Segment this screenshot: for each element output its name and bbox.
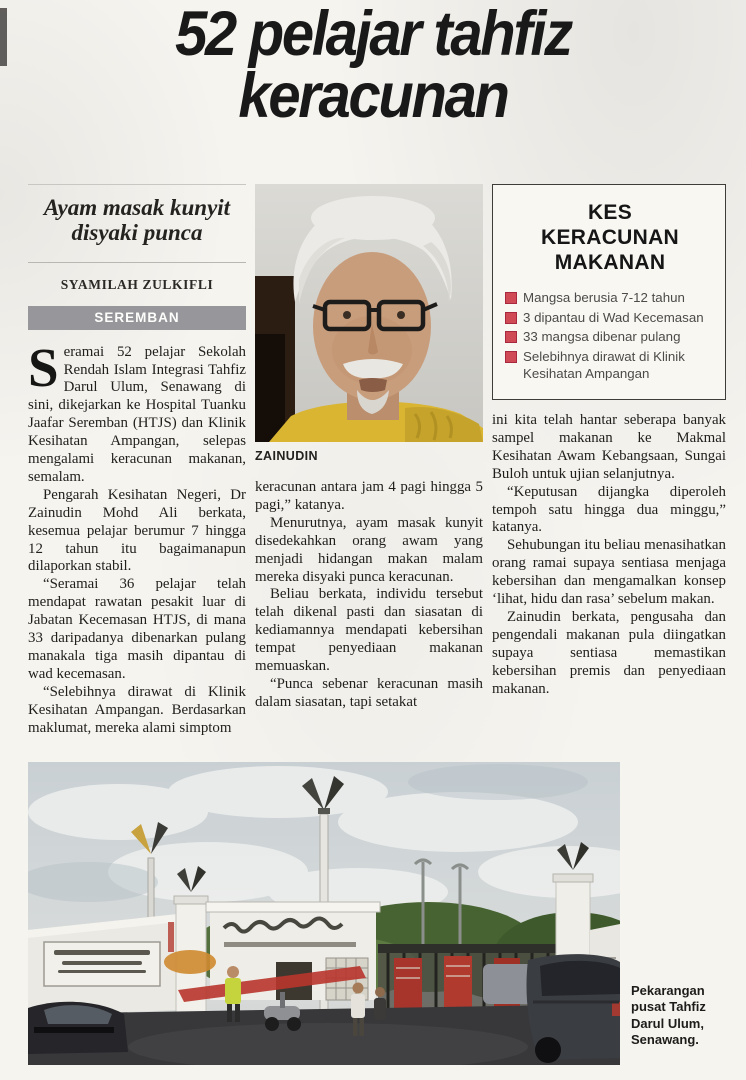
bullet-square-icon	[505, 351, 517, 363]
paragraph: “Seramai 36 pelajar telah mendapat rawatan pesakit luar di Jabatan Kecemasan HTJS, di mana 33 daripadanya dibenarkan pulang manakala tiga masih dipantau di wad kecemasan.	[28, 576, 246, 682]
infobox-title-line2: KERACUNAN	[540, 225, 680, 249]
headline-line2: keracunan	[238, 60, 508, 131]
article-columns	[28, 184, 726, 760]
dateline-bar	[28, 306, 246, 330]
bullet-square-icon	[505, 331, 517, 343]
paragraph: Beliau berkata, individu tersebut telah dikenal pasti dan siasatan di kediamannya mendapati kebersihan tempat penyediaan makanan memuaskan.	[255, 586, 483, 675]
dateline-label: SEREMBAN	[94, 310, 180, 326]
paragraph: Sehubungan itu beliau menasihatkan orang ramai supaya sentiasa menjaga kebersihan dan mengamalkan konsep ‘lihat, hidu dan rasa’ sebelum makan.	[492, 537, 726, 608]
bullet-square-icon	[505, 292, 517, 304]
headline	[30, 0, 716, 131]
food-poisoning-infobox	[492, 184, 726, 400]
paragraph: keracunan antara jam 4 pagi hingga 5 pagi,” katanya.	[255, 479, 483, 513]
paragraph-text: eramai 52 pelajar Sekolah Rendah Islam Integrasi Tahfiz Darul Ulum, Senawang di sini, dikejarkan ke Hospital Tuanku Jaafar Seremban (HTJS) dan Klinik Kesihatan Ampangan, selepas mengalami keracunan makanan, semalam.	[28, 343, 246, 485]
infobox-item	[505, 328, 715, 346]
infobox-title	[505, 201, 715, 275]
paragraph: “Selebihnya dirawat di Klinik Kesihatan Ampangan. Berdasarkan maklumat, mereka alami simptom	[28, 683, 246, 736]
body-text-col3	[492, 412, 726, 699]
column-3	[492, 184, 726, 760]
bottom-photo-row	[28, 762, 740, 1065]
infobox-title-line1: KES	[587, 201, 633, 224]
paragraph: “Keputusan dijangka diperoleh tempoh satu hingga dua minggu,” katanya.	[492, 483, 726, 536]
portrait-photo	[255, 184, 483, 442]
headline-line1: 52 pelajar tahfiz	[175, 0, 571, 69]
byline: SYAMILAH ZULKIFLI	[60, 276, 214, 292]
infobox-item-text: Mangsa berusia 7-12 tahun	[523, 290, 685, 306]
body-text-col1	[28, 336, 246, 738]
body-text-col2	[255, 479, 483, 712]
red-poster	[444, 956, 472, 1014]
infobox-item-text: 3 dipantau di Wad Kecemasan	[523, 309, 704, 325]
infobox-item-text: 33 mangsa dibenar pulang	[523, 329, 681, 345]
paragraph: Menurutnya, ayam masak kunyit disedekahkan orang awam yang menjadi hidangan makan malam mereka disyaki punca keracunan.	[255, 514, 483, 585]
infobox-item	[505, 309, 715, 327]
paragraph: ini kita telah hantar seberapa banyak sampel makanan ke Makmal Kesihatan Awam Kebangsaan, Sungai Buloh untuk ujian selanjutnya.	[492, 412, 726, 482]
infobox-list	[505, 289, 715, 383]
byline-rule	[28, 262, 246, 263]
scan-edge-mark	[0, 8, 7, 66]
paragraph: Zainudin berkata, pengusaha dan pengendali makanan pula diingatkan supaya sentiasa memastikan kebersihan premis dan penyediaan makanan.	[492, 609, 726, 697]
bullet-square-icon	[505, 312, 517, 324]
column-2	[255, 184, 483, 760]
red-poster	[394, 958, 422, 1016]
sub-headline: Ayam masak kunyit disyaki punca	[43, 195, 231, 246]
drop-cap: S	[28, 336, 59, 398]
pedestrian	[374, 987, 386, 1020]
paragraph	[28, 336, 246, 487]
infobox-item	[505, 289, 715, 307]
car-left	[28, 1002, 128, 1054]
paragraph: Pengarah Kesihatan Negeri, Dr Zainudin Mohd Ali berkata, kesemua pelajar berumur 7 hingga 12 tahun itu bagaimanapun dilaporkan stabil.	[28, 486, 246, 575]
infobox-item	[505, 348, 715, 383]
paragraph: “Punca sebenar keracunan masih dalam siasatan, tapi setakat	[255, 675, 483, 710]
gate-photo	[28, 762, 620, 1065]
column-1	[28, 184, 246, 760]
infobox-item-text: Selebihnya dirawat di Klinik Kesihatan Ampangan	[523, 348, 685, 382]
infobox-title-line3: MAKANAN	[554, 250, 666, 274]
subhead-block	[28, 184, 246, 330]
portrait-caption: ZAINUDIN	[255, 449, 318, 463]
left-wall	[28, 914, 178, 1016]
gate-photo-caption: Pekarangan pusat Tahfiz Darul Ulum, Senawang.	[631, 982, 706, 1048]
orange-canopy	[164, 950, 216, 974]
